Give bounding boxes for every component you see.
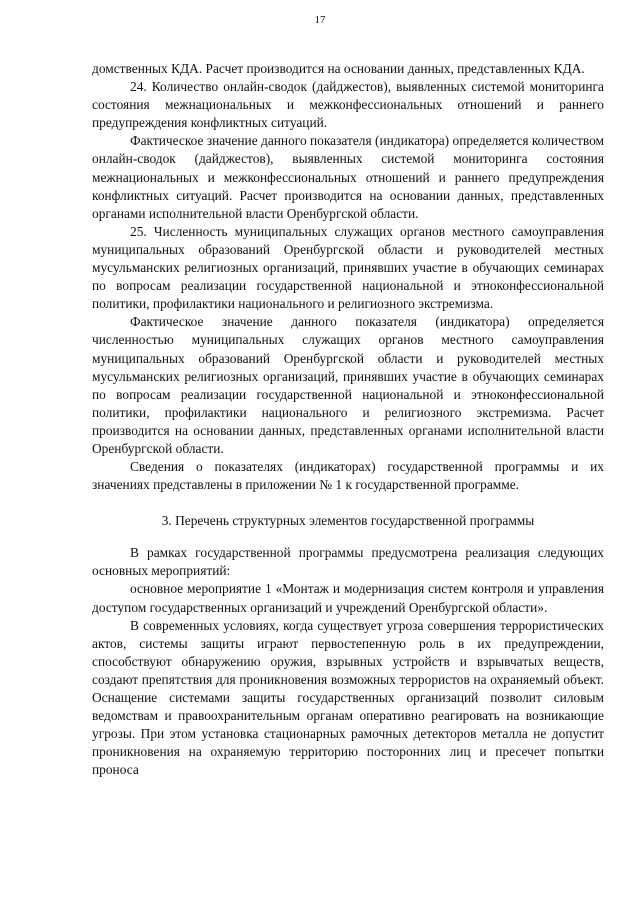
paragraph: Сведения о показателях (индикаторах) государственной программы и их значениях представлены в приложении № 1 к государственной программе. <box>92 459 604 493</box>
document-body <box>92 60 604 779</box>
paragraph: основное мероприятие 1 «Монтаж и модернизация систем контроля и управления доступом государственных организаций и учреждений Оренбургской области». <box>92 581 604 615</box>
page-number: 17 <box>314 14 326 26</box>
paragraph: Фактическое значение данного показателя (индикатора) определяется численностью муниципальных служащих органов местного самоуправления муниципальных образований Оренбургской области и руководителей местных мусульманских религиозных организаций, принявших участие в обучающих семинарах по вопросам реализации государственной национальной и этноконфессиональной политики, профилактики национального и религиозного экстремизма. Расчет производится на основании данных, представленных органами исполнительной власти Оренбургской области. <box>92 314 604 456</box>
paragraph: Фактическое значение данного показателя (индикатора) определяется количеством онлайн-сводок (дайджестов), выявленных системой мониторинга состояния межнациональных и межконфессиональных отношений и раннего предупреждения конфликтных ситуаций. Расчет производится на основании данных, представленных органами исполнительной власти Оренбургской области. <box>92 133 604 221</box>
section-heading: 3. Перечень структурных элементов государственной программы <box>161 513 535 529</box>
paragraph: В современных условиях, когда существует угроза совершения террористических актов, системы защиты играют первостепенную роль в их предупреждении, способствуют обнаружению оружия, взрывных устройств и взрывчатых веществ, создают препятствия для проникновения возможных террористов на охраняемый объект. Оснащение системами защиты государственных организаций позволит силовым ведомствам и правоохранительным органам оперативно реагировать на возникающие угрозы. При этом установка стационарных рамочных детекторов металла не допустит проникновения на охраняемую территорию посторонних лиц и пресечет попытки проноса <box>92 617 604 778</box>
paragraph: домственных КДА. Расчет производится на основании данных, представленных КДА. <box>92 61 585 76</box>
paragraph: 24. Количество онлайн-сводок (дайджестов), выявленных системой мониторинга состояния межнациональных и межконфессиональных отношений и раннего предупреждения конфликтных ситуаций. <box>92 79 604 131</box>
paragraph: В рамках государственной программы предусмотрена реализация следующих основных мероприятий: <box>92 545 604 579</box>
paragraph: 25. Численность муниципальных служащих органов местного самоуправления муниципальных образований Оренбургской области и руководителей местных мусульманских религиозных организаций, принявших участие в обучающих семинарах по вопросам реализации государственной национальной и этноконфессиональной политики, профилактики национального и религиозного экстремизма. <box>92 223 604 312</box>
